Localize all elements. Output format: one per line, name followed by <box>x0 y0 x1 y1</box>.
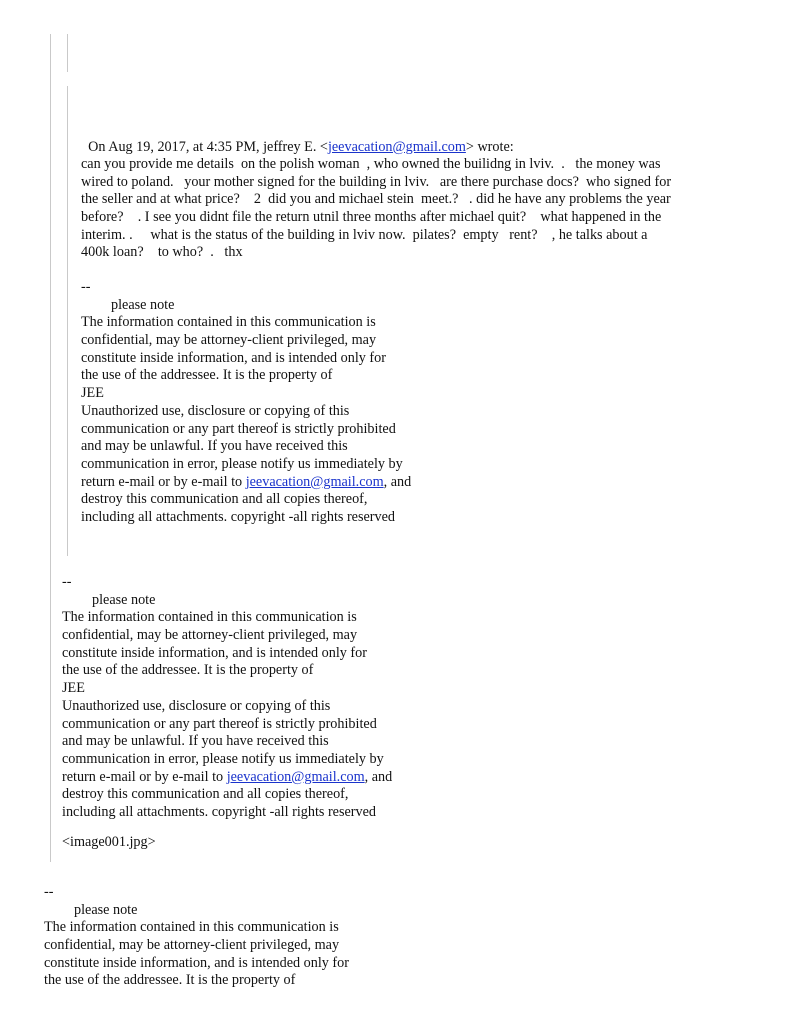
signature-line: confidential, may be attorney-client privileged, may <box>81 332 377 349</box>
quote-bar-outer-2 <box>67 34 68 72</box>
signature-line: Unauthorized use, disclosure or copying of this <box>81 402 350 419</box>
signature-line: confidential, may be attorney-client privileged, may <box>62 627 358 644</box>
header-suffix: > wrote: <box>465 138 514 155</box>
signature-line: communication or any part thereof is strictly prohibited <box>81 420 396 437</box>
signature-email-link[interactable]: jeevacation@gmail.com <box>226 768 365 785</box>
attachment-placeholder[interactable]: <image001.jpg> <box>62 834 156 850</box>
signature-line: constitute inside information, and is intended only for <box>62 644 367 661</box>
signature-separator: -- <box>81 279 91 295</box>
signature-line: the use of the addressee. It is the property of <box>44 972 296 989</box>
signature-line: The information contained in this communication is <box>62 609 357 626</box>
signature-separator: -- <box>62 574 72 590</box>
signature-line: constitute inside information, and is intended only for <box>81 349 386 366</box>
return-prefix: return e-mail or by e-mail to <box>81 473 246 490</box>
header-email-link[interactable]: jeevacation@gmail.com <box>327 138 466 155</box>
signature-separator: -- <box>44 884 54 900</box>
signature-line: communication in error, please notify us immediately by <box>62 750 384 767</box>
signature-line: and may be unlawful. If you have received this <box>81 438 348 455</box>
signature-line: including all attachments. copyright -all rights reserved <box>81 508 396 525</box>
signature-return-line <box>81 474 411 492</box>
quote-bar-inner <box>67 86 68 556</box>
signature-line: destroy this communication and all copies thereof, <box>81 491 368 508</box>
signature-line: and may be unlawful. If you have received this <box>62 733 329 750</box>
signature-note: please note <box>74 901 138 918</box>
signature-line: Unauthorized use, disclosure or copying of this <box>62 697 331 714</box>
signature-note: please note <box>92 591 156 608</box>
signature-line: destroy this communication and all copies thereof, <box>62 786 349 803</box>
signature-block-2 <box>62 574 392 822</box>
signature-line: including all attachments. copyright -all rights reserved <box>62 803 377 820</box>
message-body <box>81 156 671 262</box>
signature-email-link[interactable]: jeevacation@gmail.com <box>245 473 384 490</box>
signature-line: The information contained in this communication is <box>44 919 339 936</box>
signature-line: JEE <box>81 385 104 402</box>
signature-line: constitute inside information, and is intended only for <box>44 954 349 971</box>
header-prefix: On Aug 19, 2017, at 4:35 PM, jeffrey E. < <box>88 138 328 155</box>
return-suffix: , and <box>383 473 412 490</box>
body-line: before? . I see you didnt file the return utnil three months after michael quit? what happened in the <box>81 209 662 226</box>
signature-line: The information contained in this communication is <box>81 314 376 331</box>
return-suffix: , and <box>364 768 393 785</box>
signature-block-1 <box>81 279 411 527</box>
quote-bar-outer-1 <box>50 34 51 862</box>
signature-note: please note <box>111 296 175 313</box>
signature-line: JEE <box>62 680 85 697</box>
signature-line: confidential, may be attorney-client privileged, may <box>44 937 340 954</box>
signature-line: the use of the addressee. It is the property of <box>62 662 314 679</box>
body-line: the seller and at what price? 2 did you and michael stein meet.? . did he have any problems the year <box>81 191 671 208</box>
signature-return-line <box>62 769 392 787</box>
body-line: 400k loan? to who? . thx <box>81 244 243 261</box>
signature-line: communication in error, please notify us immediately by <box>81 455 403 472</box>
quoted-header-line <box>81 121 514 156</box>
body-line: interim. . what is the status of the building in lviv now. pilates? empty rent? , he talks about a <box>81 226 648 243</box>
return-prefix: return e-mail or by e-mail to <box>62 768 227 785</box>
body-line: wired to poland. your mother signed for the building in lviv. are there purchase docs? who signed for <box>81 173 672 190</box>
signature-block-3 <box>44 884 349 990</box>
body-line: can you provide me details on the polish woman , who owned the builidng in lviv. . the money was <box>81 156 661 172</box>
signature-line: communication or any part thereof is strictly prohibited <box>62 715 377 732</box>
signature-line: the use of the addressee. It is the property of <box>81 367 333 384</box>
